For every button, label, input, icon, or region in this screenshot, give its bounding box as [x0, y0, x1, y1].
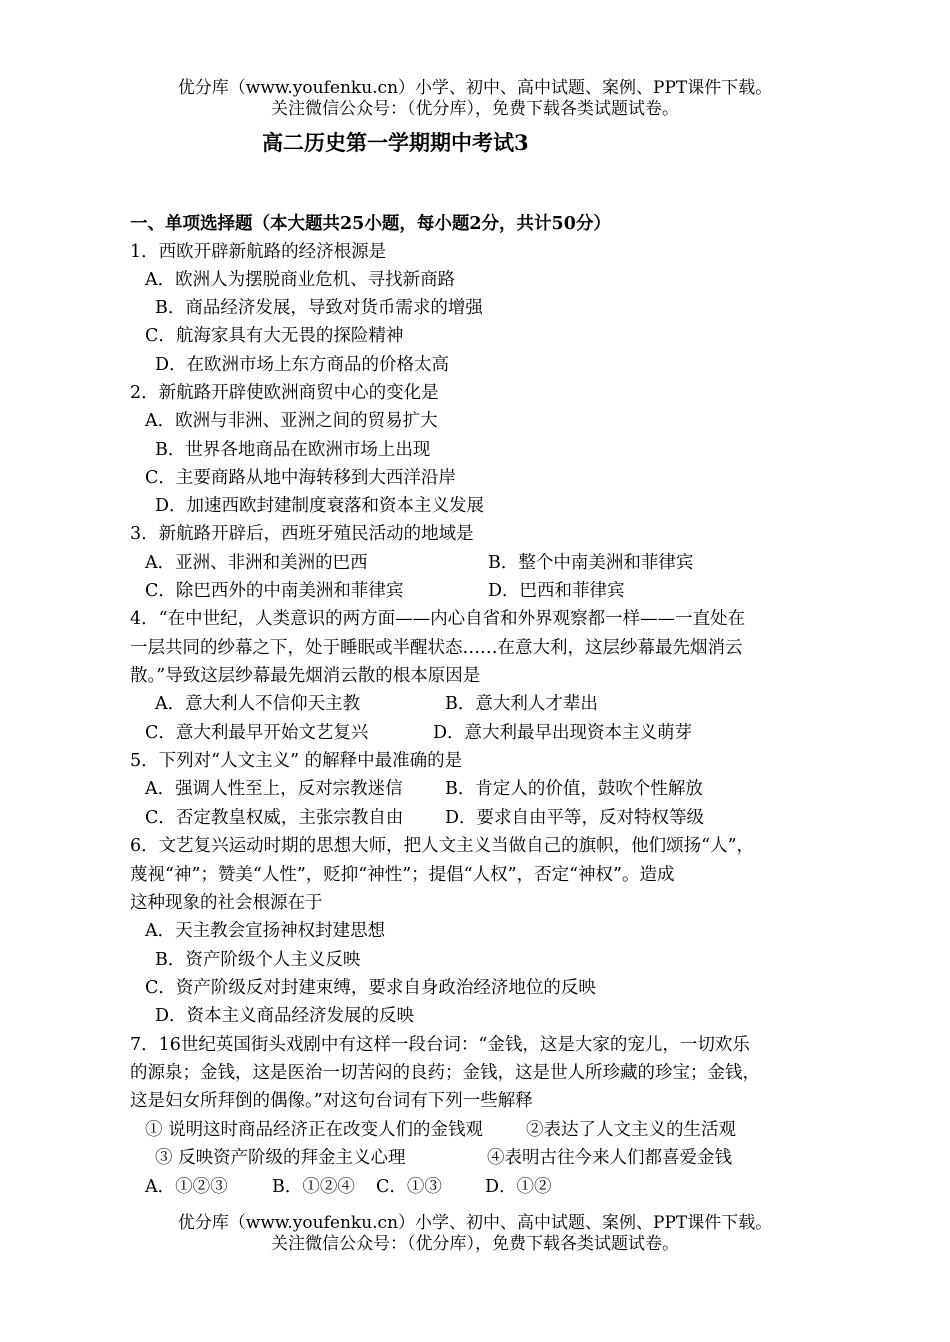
q4-stem-line-1: 4．“在中世纪，人类意识的两方面——内心自省和外界观察都一样——一直处在: [130, 609, 746, 629]
q7-statement-3: ③ 反映资产阶级的拜金主义心理: [155, 1148, 406, 1168]
q1-option-b: B．商品经济发展，导致对货币需求的增强: [155, 298, 483, 318]
q4-option-b: B．意大利人才辈出: [445, 694, 598, 714]
q2-option-b: B．世界各地商品在欧洲市场上出现: [155, 440, 431, 460]
section-heading: 一、单项选择题（本大题共25小题，每小题2分，共计50分）: [130, 214, 611, 234]
q6-stem-line-1: 6．文艺复兴运动时期的思想大师，把人文主义当做自己的旗帜，他们颂扬“人”，: [130, 836, 755, 856]
q5-stem: 5．下列对“人文主义” 的解释中最准确的是: [130, 751, 463, 771]
q1-stem: 1．西欧开辟新航路的经济根源是: [130, 242, 387, 262]
q2-option-a: A．欧洲与非洲、亚洲之间的贸易扩大: [145, 411, 438, 431]
q7-option-b: B．①②④: [272, 1177, 355, 1197]
q7-option-d: D．①②: [485, 1177, 552, 1197]
q3-option-b: B．整个中南美洲和菲律宾: [488, 553, 694, 573]
q4-option-a: A．意大利人不信仰天主教: [155, 694, 361, 714]
q5-option-a: A．强调人性至上，反对宗教迷信: [145, 779, 403, 799]
q3-option-d: D．巴西和菲律宾: [488, 581, 625, 601]
q4-stem-line-2: 一层共同的纱幕之下，处于睡眠或半醒状态……在意大利，这层纱幕最先烟消云: [130, 638, 743, 658]
q5-option-d: D．要求自由平等，反对特权等级: [445, 808, 705, 828]
q6-stem-line-3: 这种现象的社会根源在于: [130, 893, 323, 913]
q4-stem-line-3: 散。”导致这层纱幕最先烟消云散的根本原因是: [130, 666, 481, 686]
header-line-2: 关注微信公众号：（优分库），免费下载各类试题试卷。: [271, 99, 679, 119]
q6-option-a: A．天主教会宣扬神权封建思想: [145, 921, 386, 941]
q5-option-b: B．肯定人的价值，鼓吹个性解放: [445, 779, 703, 799]
q3-option-c: C．除巴西外的中南美洲和菲律宾: [145, 581, 404, 601]
footer-line-2: 关注微信公众号：（优分库），免费下载各类试题试卷。: [271, 1234, 679, 1254]
q3-option-a: A．亚洲、非洲和美洲的巴西: [145, 553, 368, 573]
q7-option-c: C．①③: [376, 1177, 442, 1197]
q6-option-d: D．资本主义商品经济发展的反映: [155, 1006, 415, 1026]
q1-option-a: A．欧洲人为摆脱商业危机、寻找新商路: [145, 270, 456, 290]
q6-option-b: B．资产阶级个人主义反映: [155, 950, 361, 970]
q4-option-c: C．意大利最早开始文艺复兴: [145, 723, 369, 743]
q7-stem-line-2: 的源泉；金钱，这是医治一切苦闷的良药；金钱，这是世人所珍藏的珍宝；金钱，: [130, 1063, 760, 1083]
q2-option-d: D．加速西欧封建制度衰落和资本主义发展: [155, 496, 485, 516]
q6-stem-line-2: 蔑视“神”；赞美“人性”，贬抑“神性”；提倡“人权”，否定“神权”。造成: [130, 865, 675, 885]
header-line-1: 优分库（www.youfenku.cn）小学、初中、高中试题、案例、PPT课件下载。: [177, 78, 773, 98]
q7-statement-1: ① 说明这时商品经济正在改变人们的金钱观: [145, 1120, 484, 1140]
q2-stem: 2．新航路开辟使欧洲商贸中心的变化是: [130, 383, 439, 403]
q6-option-c: C．资产阶级反对封建束缚，要求自身政治经济地位的反映: [145, 978, 596, 998]
q7-statement-2: ②表达了人文主义的生活观: [526, 1120, 736, 1140]
q7-stem-line-3: 这是妇女所拜倒的偶像。”对这句台词有下列一些解释: [130, 1091, 533, 1111]
q7-stem-line-1: 7．16世纪英国街头戏剧中有这样一段台词：“金钱，这是大家的宠儿，一切欢乐: [130, 1035, 750, 1055]
q5-option-c: C．否定教皇权威，主张宗教自由: [145, 808, 404, 828]
q1-option-d: D．在欧洲市场上东方商品的价格太高: [155, 355, 450, 375]
q4-option-d: D．意大利最早出现资本主义萌芽: [433, 723, 693, 743]
page-title: 高二历史第一学期期中考试3: [262, 130, 529, 155]
footer-line-1: 优分库（www.youfenku.cn）小学、初中、高中试题、案例、PPT课件下载。: [177, 1213, 773, 1233]
q2-option-c: C．主要商路从地中海转移到大西洋沿岸: [145, 468, 456, 488]
q3-stem: 3．新航路开辟后，西班牙殖民活动的地域是: [130, 524, 474, 544]
q7-statement-4: ④表明古往今来人们都喜爱金钱: [487, 1148, 732, 1168]
q7-option-a: A．①②③: [145, 1177, 228, 1197]
q1-option-c: C．航海家具有大无畏的探险精神: [145, 326, 404, 346]
